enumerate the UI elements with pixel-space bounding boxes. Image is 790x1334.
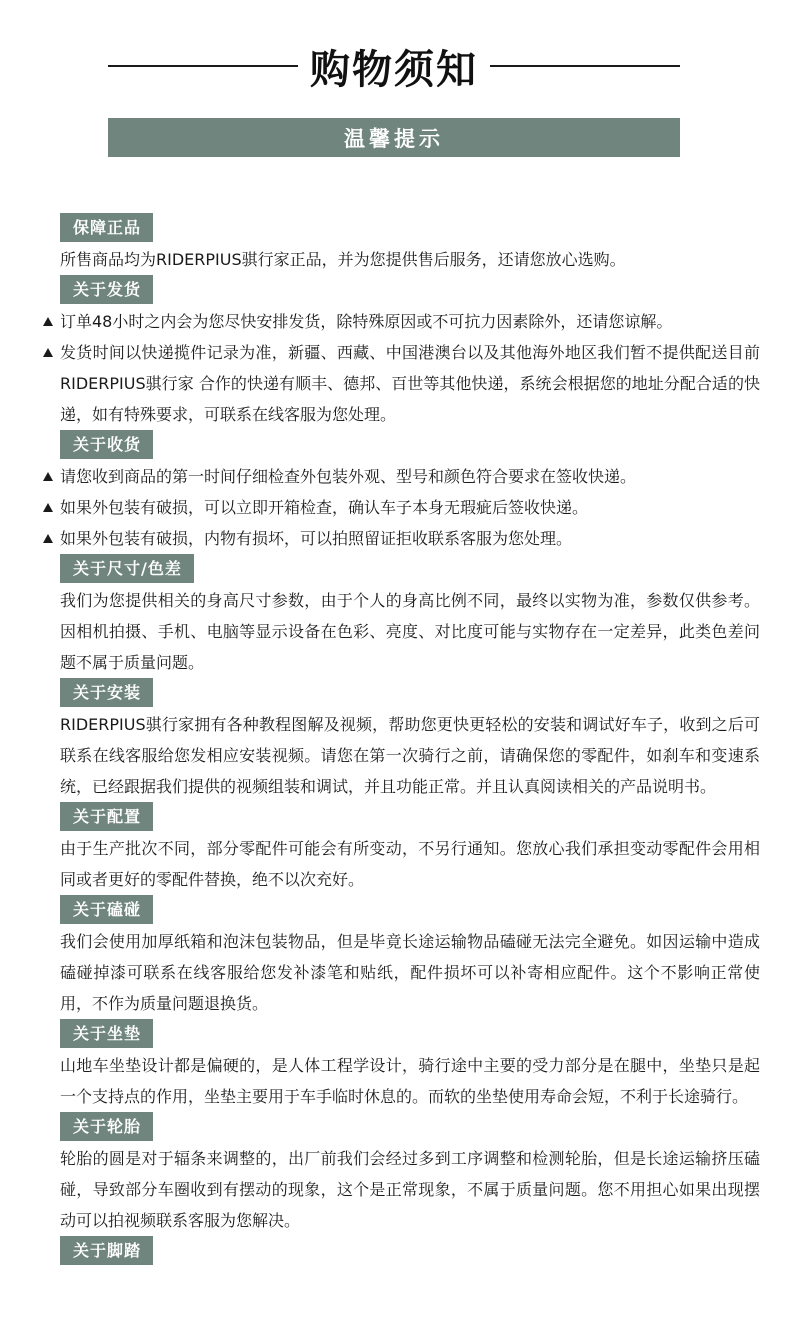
- section-tag: 关于发货: [60, 275, 153, 304]
- bullet-item: [60, 337, 760, 430]
- section-tag: 关于坐垫: [60, 1019, 153, 1048]
- section-tag: 保障正品: [60, 213, 153, 242]
- sections-list: [0, 213, 790, 1267]
- section-installation: [0, 678, 790, 802]
- tips-banner: 温馨提示: [108, 118, 680, 157]
- bullet-text: 如果外包装有破损，可以立即开箱检查，确认车子本身无瑕疵后签收快递。: [60, 498, 589, 517]
- bullet-item: [60, 492, 760, 523]
- section-paragraph: 由于生产批次不同，部分零配件可能会有所变动，不另行通知。您放心我们承担变动零配件会用相同或者更好的零配件替换，绝不以次充好。: [60, 839, 760, 889]
- title-line-right: [490, 65, 680, 67]
- section-tag: 关于脚踏: [60, 1236, 153, 1265]
- section-tires: [0, 1112, 790, 1236]
- page-title: 购物须知: [310, 46, 478, 93]
- section-paragraph: RIDERPIUS骐行家拥有各种教程图解及视频，帮助您更快更轻松的安装和调试好车子，收到之后可联系在线客服给您发相应安装视频。请您在第一次骑行之前，请确保您的零配件，如刹车和变速系统，已经跟据我们提供的视频组装和调试，并且功能正常。并且认真阅读相关的产品说明书。: [60, 715, 760, 796]
- section-paragraph: 所售商品均为RIDERPIUS骐行家正品，并为您提供售后服务，还请您放心选购。: [60, 250, 626, 269]
- bullet-list: [0, 461, 790, 554]
- section-paragraph: 我们为您提供相关的身高尺寸参数，由于个人的身高比例不同，最终以实物为准，参数仅供参考。因相机拍摄、手机、电脑等显示设备在色彩、亮度、对比度可能与实物存在一定差异，此类色差问题不属于质量问题。: [60, 591, 760, 672]
- section-bumps: [0, 895, 790, 1019]
- bullet-list: [0, 306, 790, 430]
- section-paragraph: 山地车坐垫设计都是偏硬的，是人体工程学设计，骑行途中主要的受力部分是在腿中，坐垫只是起一个支持点的作用，坐垫主要用于车手临时休息的。而软的坐垫使用寿命会短，不利于长途骑行。: [60, 1056, 760, 1106]
- section-paragraph: 轮胎的圆是对于辐条来调整的，出厂前我们会经过多到工序调整和检测轮胎，但是长途运输挤压磕碰，导致部分车圈收到有摆动的现象，这个是正常现象，不属于质量问题。您不用担心如果出现摆动可以拍视频联系客服为您解决。: [60, 1149, 760, 1230]
- triangle-bullet-icon: [43, 317, 53, 326]
- bullet-text: 发货时间以快递揽件记录为准，新疆、西藏、中国港澳台以及其他海外地区我们暂不提供配送目前RIDERPIUS骐行家 合作的快递有顺丰、德邦、百世等其他快递，系统会根据您的地址分配合适的快递，如有特殊要求，可联系在线客服为您处理。: [60, 343, 760, 424]
- section-configuration: [0, 802, 790, 895]
- section-tag: 关于磕碰: [60, 895, 153, 924]
- section-size-color: [0, 554, 790, 678]
- section-tag: 关于尺寸/色差: [60, 554, 194, 583]
- bullet-item: [60, 306, 760, 337]
- triangle-bullet-icon: [43, 348, 53, 357]
- section-paragraph: 我们会使用加厚纸箱和泡沫包装物品，但是毕竟长途运输物品磕碰无法完全避免。如因运输中造成磕碰掉漆可联系在线客服给您发补漆笔和贴纸，配件损坏可以补寄相应配件。这个不影响正常使用，不作为质量问题退换货。: [60, 932, 760, 1013]
- section-tag: 关于安装: [60, 678, 153, 707]
- bullet-text: 订单48小时之内会为您尽快安排发货，除特殊原因或不可抗力因素除外，还请您谅解。: [60, 312, 673, 331]
- bullet-item: [60, 523, 760, 554]
- title-line-left: [108, 65, 298, 67]
- section-shipping: [0, 275, 790, 430]
- section-authenticity: [0, 213, 790, 275]
- section-receiving: [0, 430, 790, 554]
- triangle-bullet-icon: [43, 503, 53, 512]
- triangle-bullet-icon: [43, 472, 53, 481]
- section-tag: 关于配置: [60, 802, 153, 831]
- section-pedals: [0, 1236, 790, 1267]
- bullet-text: 请您收到商品的第一时间仔细检查外包装外观、型号和颜色符合要求在签收快递。: [60, 467, 637, 486]
- title-row: [108, 38, 680, 94]
- section-tag: 关于收货: [60, 430, 153, 459]
- section-tag: 关于轮胎: [60, 1112, 153, 1141]
- bullet-item: [60, 461, 760, 492]
- bullet-text: 如果外包装有破损，内物有损坏，可以拍照留证拒收联系客服为您处理。: [60, 529, 573, 548]
- section-saddle: [0, 1019, 790, 1112]
- triangle-bullet-icon: [43, 534, 53, 543]
